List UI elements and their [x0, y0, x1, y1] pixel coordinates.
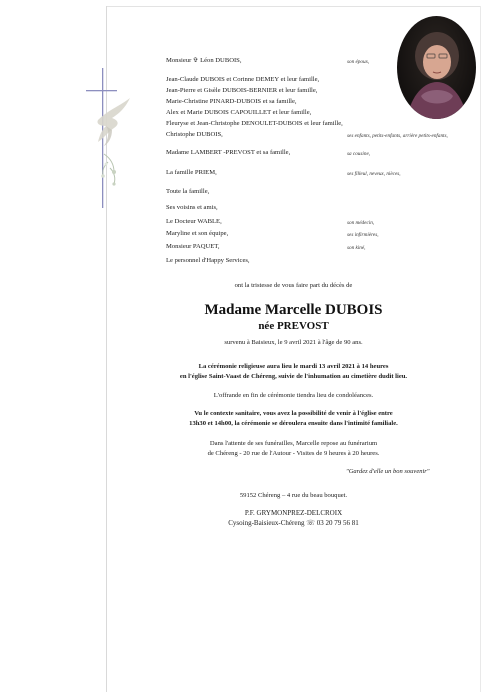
family-line: Le Docteur WABLE,	[166, 218, 222, 225]
deceased-name: Madame Marcelle DUBOIS	[204, 302, 383, 318]
family-line: Madame LAMBERT -PREVOST et sa famille,	[166, 149, 291, 156]
family-line: Toute la famille,	[166, 188, 210, 195]
death-info: survenu à Baisieux, le 9 avril 2021 à l'âge de 90 ans.	[224, 339, 363, 346]
family-line: Le personnel d'Happy Services,	[166, 257, 250, 264]
funeral-home-line: Dans l'attente de ses funérailles, Marcelle repose au funérarium	[209, 440, 378, 447]
cross-dove-illustration	[84, 68, 134, 208]
offering-text: L'offrande en fin de cérémonie tiendra lieu de condoléances.	[213, 392, 374, 399]
family-line: La famille PRIEM,	[166, 169, 217, 176]
family-line: Jean-Pierre et Gisèle DUBOIS-BERNIER et leur famille,	[166, 87, 318, 94]
family-line: Monsieur ✞ Léon DUBOIS,	[166, 57, 242, 64]
family-relation: sa cousine,	[347, 151, 371, 157]
page-border-right	[480, 6, 481, 692]
family-line: Maryline et son équipe,	[166, 230, 229, 237]
address-line: 59152 Chéreng – 4 rue du beau bouquet.	[239, 492, 348, 499]
family-line: Fleuryse et Jean-Christophe DENOULET-DUBOIS et leur famille,	[166, 120, 343, 127]
undertaker-name: P.F. GRYMONPREZ-DELCROIX	[244, 509, 343, 517]
family-line: Alex et Marie DUBOIS CAPOUILLET et leur famille,	[166, 109, 312, 116]
undertaker-contact: Cysoing-Baisieux-Chéreng ☏ 03 20 79 56 81	[228, 519, 359, 527]
family-line: Ses voisins et amis,	[166, 204, 218, 211]
family-line: Monsieur PAQUET,	[166, 243, 220, 250]
family-line: Jean-Claude DUBOIS et Corinne DEMEY et leur famille,	[166, 76, 320, 83]
memorial-quote: "Gardez d'elle un bon souvenir"	[346, 468, 430, 475]
family-line: Marie-Christine PINARD-DUBOIS et sa famille,	[166, 98, 297, 105]
family-relation: son époux,	[347, 59, 370, 65]
ceremony-line: La cérémonie religieuse aura lieu le mardi 13 avril 2021 à 14 heures	[198, 363, 389, 370]
family-line: Christophe DUBOIS,	[166, 131, 223, 138]
page-border-top	[106, 6, 481, 7]
family-relation: ses filleul, neveux, nièces,	[347, 171, 401, 177]
family-relation: son médecin,	[347, 220, 375, 226]
maiden-name: née PREVOST	[258, 320, 329, 332]
sanitary-line: Vu le contexte sanitaire, vous avez la possibilité de venir à l'église entre	[194, 410, 393, 417]
funeral-home-line: de Chéreng - 20 rue de l'Autour - Visites de 9 heures à 20 heures.	[207, 450, 380, 457]
announcement-text: ont la tristesse de vous faire part du décès de	[234, 282, 353, 289]
family-relation: ses enfants, petits-enfants, arrière petits-enfants,	[347, 133, 448, 139]
ceremony-line: en l'église Saint-Vaast de Chéreng, suivie de l'inhumation au cimetière dudit lieu.	[179, 373, 408, 380]
family-relation: son kiné,	[347, 245, 366, 251]
sanitary-line: 13h30 et 14h00, la cérémonie se déroulera ensuite dans l'intimité familiale.	[189, 420, 398, 427]
family-relation: ses infirmières,	[347, 232, 379, 238]
portrait-photo	[397, 16, 476, 119]
